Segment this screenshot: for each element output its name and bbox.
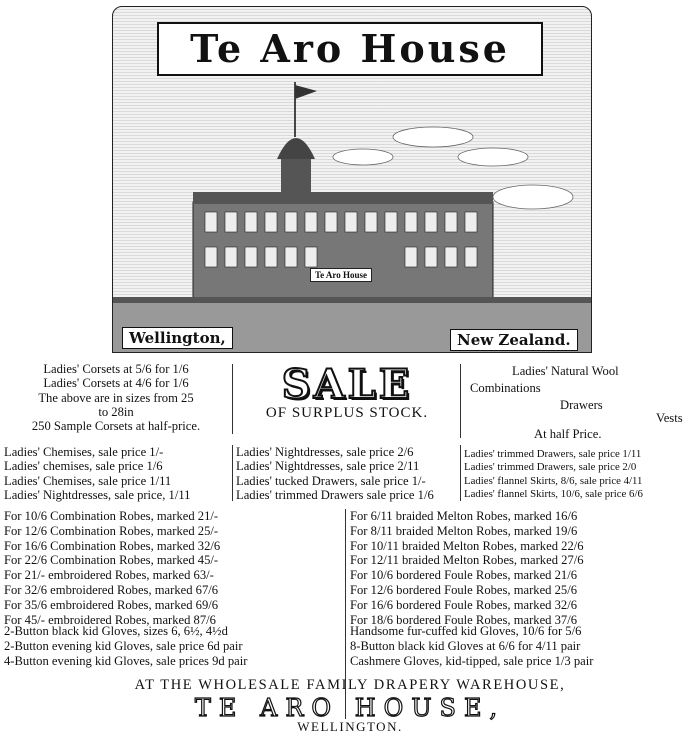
wool-line: Drawers: [560, 398, 603, 412]
list-item: For 12/11 braided Melton Robes, marked 27/6: [350, 553, 584, 568]
list-item: Ladies' chemises, sale price 1/6: [4, 459, 163, 474]
sale-heading: SALE: [281, 361, 413, 408]
list-item: For 10/6 bordered Foule Robes, marked 21/6: [350, 568, 578, 583]
list-item: Ladies' tucked Drawers, sale price 1/-: [236, 473, 426, 488]
location-left-label: Wellington,: [122, 327, 233, 349]
corsets-line: 250 Sample Corsets at half-price.: [31, 419, 201, 434]
list-item: Ladies' trimmed Drawers, sale price 2/0: [464, 461, 637, 474]
fancy-gloves-column: [350, 624, 695, 668]
list-item: For 8/11 braided Melton Robes, marked 19/6: [350, 523, 578, 538]
wool-line: Ladies' Natural Wool: [512, 364, 619, 378]
nightdresses-column: [236, 445, 458, 502]
corsets-column: [5, 362, 227, 433]
list-item: For 10/6 Combination Robes, marked 21/-: [4, 509, 219, 523]
list-item: For 45/- embroidered Robes, marked 87/6: [4, 612, 216, 627]
corsets-line: Ladies' Corsets at 5/6 for 1/6: [43, 362, 189, 376]
footer-city: WELLINGTON.: [297, 719, 403, 734]
list-item: 2-Button evening kid Gloves, sale price 6d pair: [4, 638, 243, 653]
list-item: For 35/6 embroidered Robes, marked 69/6: [4, 597, 219, 612]
list-item: Ladies' trimmed Drawers sale price 1/6: [236, 487, 434, 502]
wool-line: Vests: [656, 411, 683, 425]
list-item: Handsome fur-cuffed kid Gloves, 10/6 for 5/6: [350, 624, 582, 638]
location-right-label: New Zealand.: [450, 329, 578, 351]
divider: [232, 445, 233, 501]
footer-warehouse-line: AT THE WHOLESALE FAMILY DRAPERY WAREHOUSE,: [134, 677, 566, 693]
corsets-line: to 28in: [98, 404, 134, 419]
sale-heading-block: [236, 361, 458, 422]
divider: [460, 445, 461, 501]
chemises-column: [4, 445, 232, 502]
list-item: 8-Button black kid Gloves at 6/6 for 4/11 pair: [350, 638, 581, 653]
surplus-subtitle: OF SURPLUS STOCK.: [265, 405, 429, 421]
list-item: Ladies' flannel Skirts, 8/6, sale price 4/11: [464, 474, 643, 487]
divider: [232, 364, 233, 434]
combination-robes-column: [4, 509, 334, 627]
kid-gloves-column: [4, 624, 339, 668]
melton-robes-column: [350, 509, 695, 627]
list-item: For 12/6 bordered Foule Robes, marked 25/6: [350, 582, 578, 597]
wool-line: At half Price.: [534, 427, 602, 441]
list-item: Ladies' trimmed Drawers, sale price 1/11: [464, 448, 642, 460]
wool-line: Combinations: [470, 381, 541, 395]
footer-store-name: TE ARO HOUSE,: [194, 694, 506, 722]
list-item: For 16/6 bordered Foule Robes, marked 32/6: [350, 597, 578, 612]
list-item: Cashmere Gloves, kid-tipped, sale price 1/3 pair: [350, 653, 594, 668]
list-item: 4-Button evening kid Gloves, sale prices 9d pair: [4, 653, 248, 668]
list-item: For 22/6 Combination Robes, marked 45/-: [4, 553, 219, 568]
list-item: For 18/6 bordered Foule Robes, marked 37/6: [350, 612, 578, 627]
list-item: Ladies' Chemises, sale price 1/-: [4, 445, 164, 459]
list-item: For 6/11 braided Melton Robes, marked 16/6: [350, 509, 578, 523]
corsets-line: The above are in sizes from 25: [38, 390, 194, 405]
building-sign: Te Aro House: [310, 268, 372, 282]
corsets-line: Ladies' Corsets at 4/6 for 1/6: [43, 376, 189, 391]
list-item: For 32/6 embroidered Robes, marked 67/6: [4, 582, 219, 597]
list-item: For 21/- embroidered Robes, marked 63/-: [4, 568, 214, 583]
list-item: Ladies' Nightdresses, sale price, 1/11: [4, 487, 191, 502]
list-item: Ladies' Chemises, sale price 1/11: [4, 473, 172, 488]
drawers-column: [464, 448, 698, 502]
list-item: Ladies' flannel Skirts, 10/6, sale price 6/6: [464, 488, 643, 501]
divider: [460, 364, 461, 438]
list-item: Ladies' Nightdresses, sale price 2/6: [236, 445, 414, 459]
list-item: For 10/11 braided Melton Robes, marked 22/6: [350, 538, 584, 553]
list-item: Ladies' Nightdresses, sale price 2/11: [236, 459, 420, 474]
list-item: 2-Button black kid Gloves, sizes 6, 6½, 4½d: [4, 624, 228, 638]
list-item: For 16/6 Combination Robes, marked 32/6: [4, 538, 221, 553]
list-item: For 12/6 Combination Robes, marked 25/-: [4, 523, 219, 538]
title-banner: Te Aro House: [157, 22, 543, 76]
